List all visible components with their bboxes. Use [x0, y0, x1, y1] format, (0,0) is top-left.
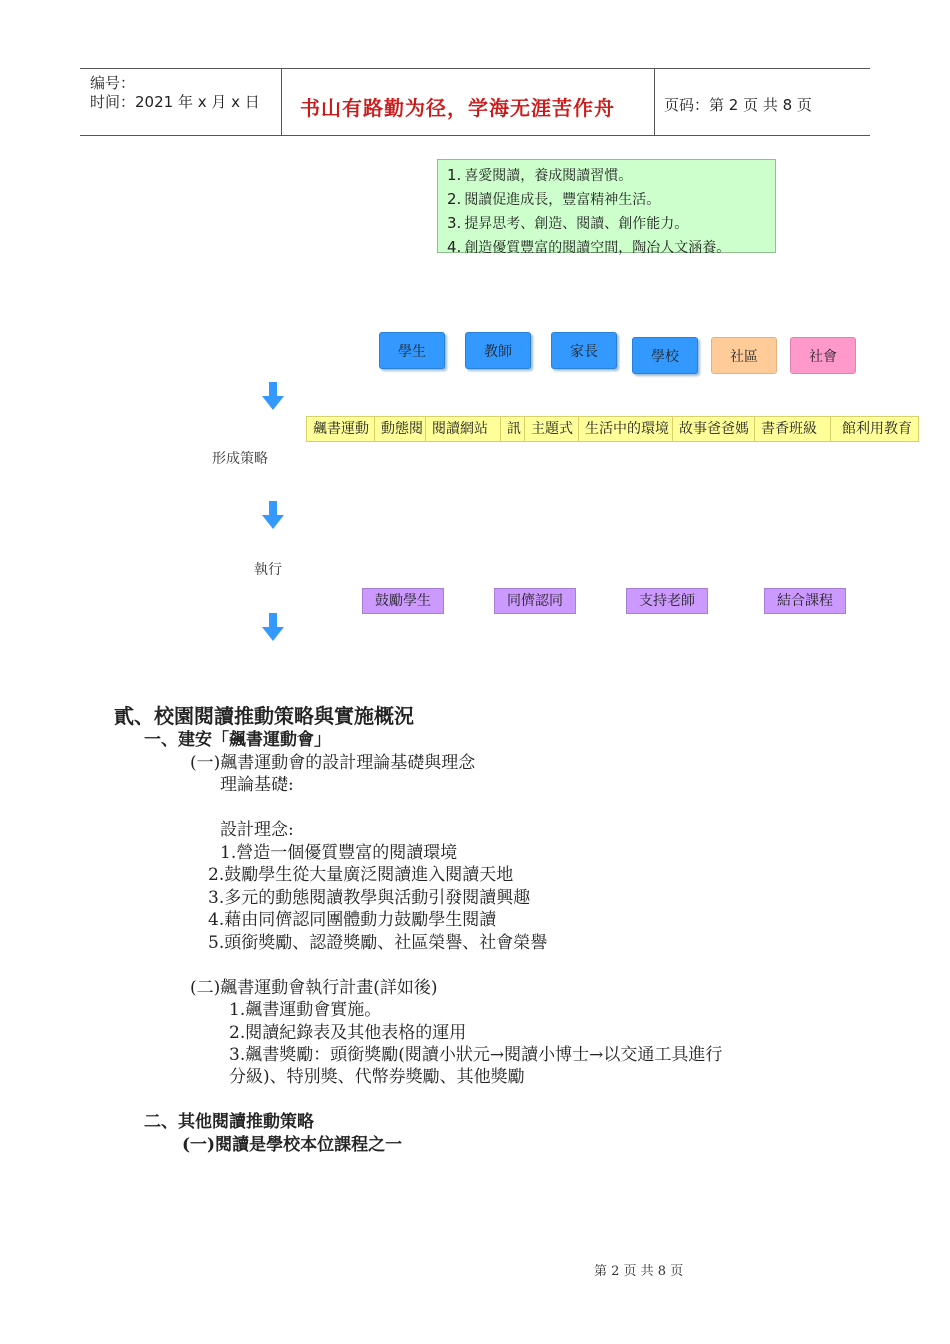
header-time-label: 时间：2021 年 x 月 x 日	[90, 93, 260, 111]
goal-text: 閱讀促進成長，豐富精神生活。	[464, 192, 661, 208]
plan-item: 分級)、特別獎、代幣券獎勵、其他獎勵	[229, 1067, 525, 1087]
section-title: 貳、校園閱讀推動策略與實施概況	[114, 704, 414, 728]
execution-label: 同儕認同	[494, 588, 576, 614]
goal-item	[447, 164, 775, 188]
goal-item	[447, 212, 775, 236]
goal-text: 提昇思考、創造、閱讀、創作能力。	[464, 216, 689, 232]
strategy-label: 書香班級	[754, 416, 838, 442]
theory-label: 理論基礎:	[220, 775, 294, 795]
role-student: 學生	[379, 332, 445, 369]
header-top-rule	[80, 68, 870, 69]
subsection-title: 一、建安「飆書運動會」	[144, 730, 331, 750]
strategy-label: 主題式	[524, 416, 586, 442]
goal-item	[447, 188, 775, 212]
role-parent: 家長	[551, 332, 617, 369]
header-bottom-rule	[80, 135, 870, 136]
strategy-label: 動態閱	[374, 416, 434, 442]
strategy-label: 訊	[500, 416, 530, 442]
role-teacher: 教師	[465, 332, 531, 369]
execution-label: 結合課程	[764, 588, 846, 614]
strategy-label: 飆書運動	[306, 416, 384, 442]
role-school: 學校	[632, 337, 698, 374]
strategy-label: 閱讀網站	[425, 416, 511, 442]
goal-number: 4.	[447, 238, 462, 256]
side-label-execute: 執行	[254, 562, 282, 578]
goal-number: 2.	[447, 190, 462, 208]
page-footer: 第 2 页 共 8 页	[594, 1264, 684, 1279]
header-divider-right	[654, 68, 655, 136]
concept-item: 2.鼓勵學生從大量廣泛閱讀進入閱讀天地	[208, 865, 514, 885]
header-divider-left	[281, 68, 282, 136]
goal-number: 1.	[447, 166, 462, 184]
side-label-strategy: 形成策略	[212, 451, 268, 467]
plan-item: 1.飆書運動會實施。	[229, 1000, 382, 1020]
goal-item	[447, 236, 775, 260]
subsection-title: 二、其他閱讀推動策略	[144, 1112, 314, 1132]
strategy-label: 故事爸爸媽	[672, 416, 762, 442]
goals-box	[437, 159, 776, 256]
header-number-label: 编号：	[90, 74, 136, 92]
goal-number: 3.	[447, 214, 462, 232]
header-page-label: 页码：第 2 页 共 8 页	[664, 96, 812, 114]
execution-label: 支持老師	[626, 588, 708, 614]
concept-item: 3.多元的動態閱讀教學與活動引發閱讀興趣	[208, 888, 531, 908]
strategy-label: 館利用教育	[830, 416, 919, 442]
concept-label: 設計理念:	[220, 820, 294, 840]
down-arrow-icon	[262, 613, 284, 641]
strategy-label: 生活中的環境	[578, 416, 678, 442]
item-heading: (一)飆書運動會的設計理論基礎與理念	[190, 753, 476, 773]
plan-item: 3.飆書獎勵：頭銜獎勵(閱讀小狀元→閱讀小博士→以交通工具進行	[229, 1045, 723, 1065]
concept-item: 4.藉由同儕認同團體動力鼓勵學生閱讀	[208, 910, 497, 930]
role-community: 社區	[711, 337, 777, 374]
item-heading: (一)閱讀是學校本位課程之一	[182, 1135, 403, 1155]
goal-text: 創造優質豐富的閱讀空間，陶冶人文涵養。	[464, 240, 731, 256]
role-society: 社會	[790, 337, 856, 374]
goal-text: 喜愛閱讀，養成閱讀習慣。	[464, 168, 633, 184]
item-heading: (二)飆書運動會執行計畫(詳如後)	[190, 978, 438, 998]
header-motto: 书山有路勤为径，学海无涯苦作舟	[300, 96, 615, 120]
concept-item: 5.頭銜獎勵、認證獎勵、社區榮譽、社會榮譽	[208, 933, 548, 953]
concept-item: 1.營造一個優質豐富的閱讀環境	[220, 843, 458, 863]
down-arrow-icon	[262, 382, 284, 410]
execution-label: 鼓勵學生	[362, 588, 444, 614]
down-arrow-icon	[262, 501, 284, 529]
plan-item: 2.閱讀紀錄表及其他表格的運用	[229, 1023, 467, 1043]
